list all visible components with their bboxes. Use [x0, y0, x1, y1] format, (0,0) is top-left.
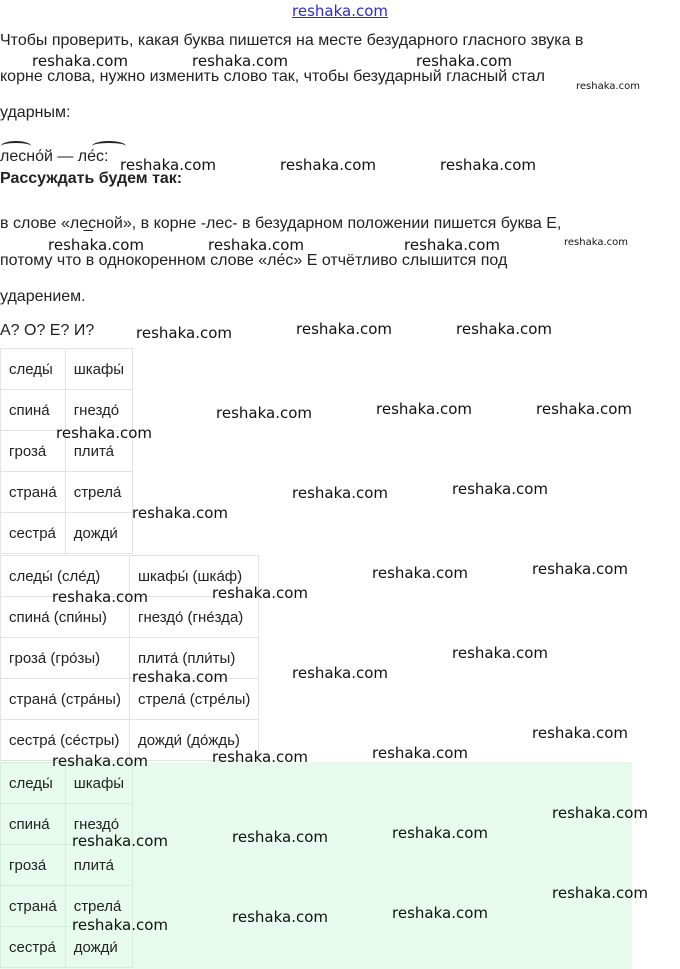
table-cell: шкафы́ [65, 763, 132, 804]
table-cell: плита́ (пли́ты) [129, 638, 258, 679]
table-row [1, 349, 133, 390]
table-cell: спина́ [1, 390, 66, 431]
watermark: reshaka.com [216, 404, 312, 422]
watermark: reshaka.com [56, 424, 152, 442]
watermark: reshaka.com [52, 752, 148, 770]
table-cell: следы́ [1, 349, 66, 390]
table-cell: сестра́ [1, 927, 66, 968]
watermark: reshaka.com [456, 320, 552, 338]
table-cell: сестра́ [1, 513, 66, 554]
reasoning-line-3: ударением. [0, 288, 86, 305]
watermark: reshaka.com [452, 644, 548, 662]
table-cell: дожди́ (до́ждь) [129, 720, 258, 761]
reasoning-line-2: потому что в однокоренном слове «ле́с» Е отчётливо слышится под [0, 252, 508, 269]
watermark: reshaka.com [296, 320, 392, 338]
site-title-link[interactable]: reshaka.com [292, 2, 388, 20]
watermark: reshaka.com [372, 744, 468, 762]
table-cell: следы́ (сле́д) [1, 556, 130, 597]
watermark: reshaka.com [136, 324, 232, 342]
watermark: reshaka.com [536, 400, 632, 418]
watermark: reshaka.com [404, 236, 500, 254]
watermark: reshaka.com [132, 504, 228, 522]
watermark: reshaka.com [192, 52, 288, 70]
watermark: reshaka.com [372, 564, 468, 582]
table-cell: страна́ [1, 472, 66, 513]
table-cell: спина́ (спи́ны) [1, 597, 130, 638]
watermark: reshaka.com [32, 52, 128, 70]
table-cell: стрела́ [65, 886, 132, 927]
watermark: reshaka.com [212, 584, 308, 602]
watermark: reshaka.com [292, 664, 388, 682]
watermark: reshaka.com [132, 668, 228, 686]
table-cell: гроза́ [1, 431, 66, 472]
table-row [1, 513, 133, 554]
table-row [1, 845, 133, 886]
intro-line-2: корне слова, нужно изменить слово так, чтобы безударный гласный стал [0, 68, 545, 85]
table-cell: стрела́ (стре́лы) [129, 679, 258, 720]
table-cell: гроза́ [1, 845, 66, 886]
reasoning-heading: Рассуждать будем так: [0, 170, 183, 187]
table-cell: шкафы́ [65, 349, 132, 390]
watermark: reshaka.com [564, 237, 628, 248]
example-words: лесно́й — ле́с: [0, 148, 109, 165]
words-table-plain [0, 348, 133, 554]
watermark: reshaka.com [120, 156, 216, 174]
table-cell: следы́ [1, 763, 66, 804]
table-cell: страна́ [1, 886, 66, 927]
table-cell: гнездо́ [65, 390, 132, 431]
watermark: reshaka.com [440, 156, 536, 174]
intro-line-3: ударным: [0, 104, 71, 121]
watermark: reshaka.com [392, 904, 488, 922]
table-cell: дожди́ [65, 927, 132, 968]
watermark: reshaka.com [552, 804, 648, 822]
table-cell: плита́ [65, 845, 132, 886]
watermark: reshaka.com [532, 560, 628, 578]
table-cell: стрела́ [65, 472, 132, 513]
table-cell: спина́ [1, 804, 66, 845]
watermark: reshaka.com [48, 236, 144, 254]
watermark: reshaka.com [232, 908, 328, 926]
vowel-question: А? О? Е? И? [0, 322, 95, 339]
table-cell: дожди́ [65, 513, 132, 554]
watermark: reshaka.com [72, 832, 168, 850]
table-cell: страна́ (стра́ны) [1, 679, 130, 720]
watermark: reshaka.com [576, 81, 640, 92]
table-cell: гроза́ (гро́зы) [1, 638, 130, 679]
watermark: reshaka.com [72, 916, 168, 934]
watermark: reshaka.com [376, 400, 472, 418]
intro-line-1: Чтобы проверить, какая буква пишется на месте безударного гласного звука в [0, 32, 584, 49]
table-cell: шкафы́ (шка́ф) [129, 556, 258, 597]
table-row [1, 472, 133, 513]
watermark: reshaka.com [232, 828, 328, 846]
watermark: reshaka.com [292, 484, 388, 502]
reasoning-line-1: в слове «ле̲сной», в корне -лес- в безударном положении пишется буква Е, [0, 215, 562, 232]
table-cell: плита́ [65, 431, 132, 472]
table-cell: гнездо́ (гне́зда) [129, 597, 258, 638]
watermark: reshaka.com [392, 824, 488, 842]
words-table-highlighted [0, 762, 133, 968]
table-cell: гнездо́ [65, 804, 132, 845]
watermark: reshaka.com [212, 748, 308, 766]
watermark: reshaka.com [452, 480, 548, 498]
table-cell: сестра́ (се́стры) [1, 720, 130, 761]
watermark: reshaka.com [52, 588, 148, 606]
watermark: reshaka.com [208, 236, 304, 254]
watermark: reshaka.com [416, 52, 512, 70]
watermark: reshaka.com [532, 724, 628, 742]
watermark: reshaka.com [280, 156, 376, 174]
watermark: reshaka.com [552, 884, 648, 902]
